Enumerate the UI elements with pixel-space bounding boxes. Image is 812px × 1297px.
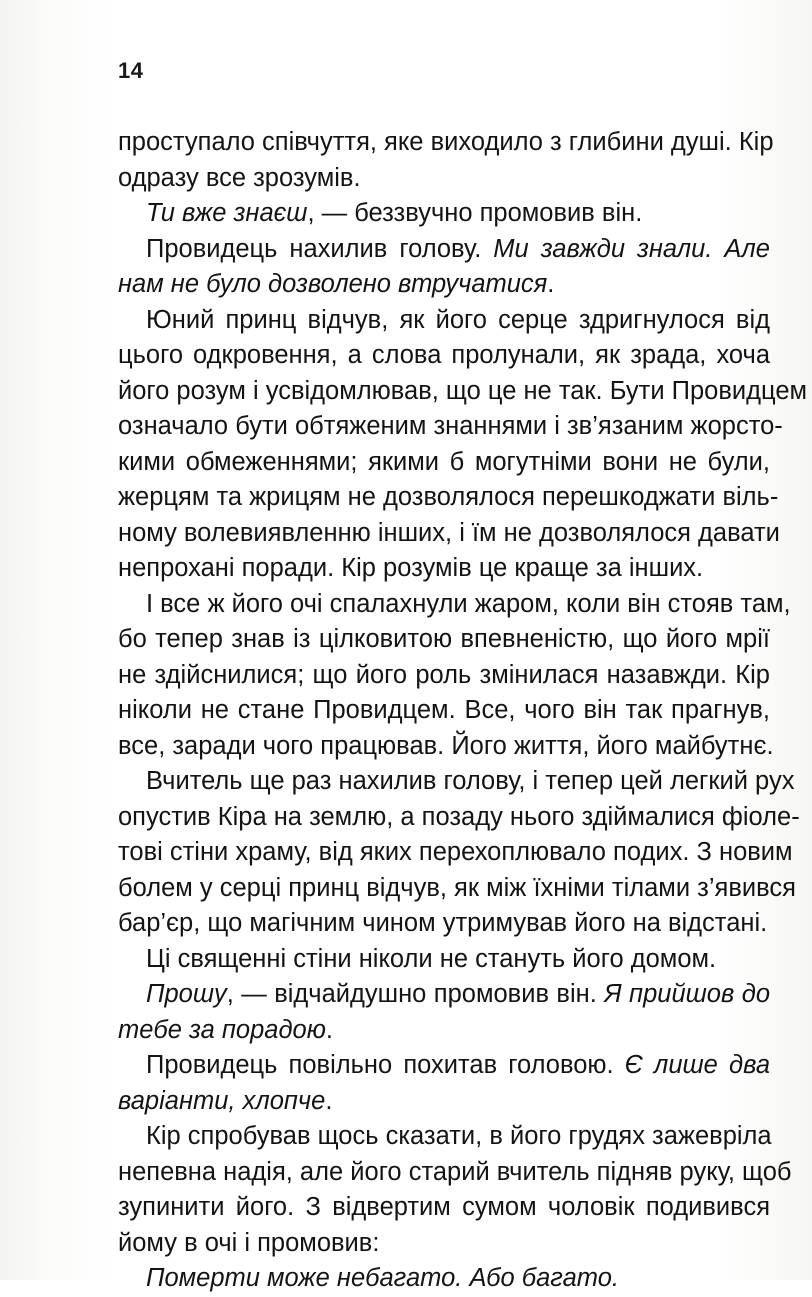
text-line: одразу все зрозумів.	[118, 163, 361, 192]
text-line	[118, 1084, 770, 1120]
text-fragment: .	[325, 1015, 333, 1044]
text-line: І все ж його очі спалахнули жаром, коли він стояв там,	[146, 589, 791, 618]
text-line: зупинити його. З відвертим сумом чоловік подивився	[118, 1193, 770, 1221]
text-line	[118, 1261, 770, 1297]
text-line	[118, 196, 770, 232]
page-body-text	[118, 125, 808, 1297]
italic-speech: варіанти, хлопче	[118, 1086, 326, 1115]
italic-speech: Ти вже знаєш	[146, 199, 308, 227]
text-line: болем у серці принц відчув, як між їхніми тілами з’явився	[118, 873, 796, 902]
text-line: все, заради чого працював. Його життя, його майбутнє.	[118, 731, 774, 760]
italic-speech: Є лише два	[624, 1051, 770, 1079]
text-line: кими обмеженнями; якими б могутніми вони не були,	[118, 447, 770, 476]
text-fragment: Провидець повільно похитав головою.	[146, 1051, 625, 1079]
text-line: йому в очі і промовив:	[118, 1228, 380, 1257]
text-line	[118, 1013, 770, 1049]
text-line	[118, 232, 770, 268]
text-line: проступало співчуття, яке виходило з глибини душі. Кір	[118, 128, 774, 156]
italic-speech: Прошу	[146, 980, 227, 1008]
text-line: непрохані поради. Кір розумів це краще за інших.	[118, 554, 704, 582]
text-line: жерцям та жрицям не дозволялося перешкоджати віль-	[118, 483, 779, 511]
italic-speech: Померти може небагато. Або багато.	[146, 1264, 619, 1292]
text-line: опустив Кіра на землю, а позаду нього здіймалися фіоле-	[118, 802, 800, 831]
text-line	[118, 267, 770, 303]
text-line: непевна надія, але його старий вчитель підняв руку, щоб	[118, 1157, 792, 1186]
text-line: означало бути обтяженим знаннями і зв’язаним жорсто-	[118, 412, 783, 440]
text-line	[118, 1048, 770, 1084]
text-line: не здійснилися; що його роль змінилася назавжди. Кір	[118, 660, 770, 689]
text-line: цього одкровення, а слова пролунали, як зрада, хоча	[118, 341, 770, 369]
text-line: Кір спробував щось сказати, в його грудях зажевріла	[146, 1122, 772, 1150]
text-fragment: .	[325, 1086, 333, 1115]
text-line	[118, 977, 770, 1013]
italic-speech: нам не було дозволено втручатися	[118, 270, 548, 298]
page-number: 14	[118, 58, 144, 83]
text-fragment: .	[547, 270, 555, 298]
text-fragment: , — відчайдушно промовив він.	[226, 980, 605, 1008]
text-fragment: , — беззвучно промовив він.	[307, 199, 643, 227]
text-line: Вчитель ще раз нахилив голову, і тепер цей легкий рух	[146, 767, 795, 795]
italic-speech: Я прийшов до	[604, 980, 770, 1008]
text-line: тові стіни храму, від яких перехоплювало подих. З новим	[118, 838, 793, 866]
text-line: Юний принц відчув, як його серце здригнулося від	[146, 305, 770, 334]
text-line: бо тепер знав із цілковитою впевненістю, що його мрії	[118, 625, 770, 653]
text-line: його розум і усвідомлював, що це не так. Бути Провидцем	[118, 376, 808, 405]
text-line: ному волевиявленню інших, і їм не дозволялося давати	[118, 518, 780, 547]
text-fragment: Провидець нахилив голову.	[146, 234, 494, 263]
text-line: Ці священні стіни ніколи не стануть його домом.	[146, 944, 717, 973]
italic-speech: тебе за порадою	[118, 1015, 326, 1044]
italic-speech: Ми завжди знали. Але	[493, 234, 770, 263]
text-line: ніколи не стане Провидцем. Все, чого він так прагнув,	[118, 696, 770, 724]
text-line: бар’єр, що магічним чином утримував його на відстані.	[118, 909, 768, 937]
